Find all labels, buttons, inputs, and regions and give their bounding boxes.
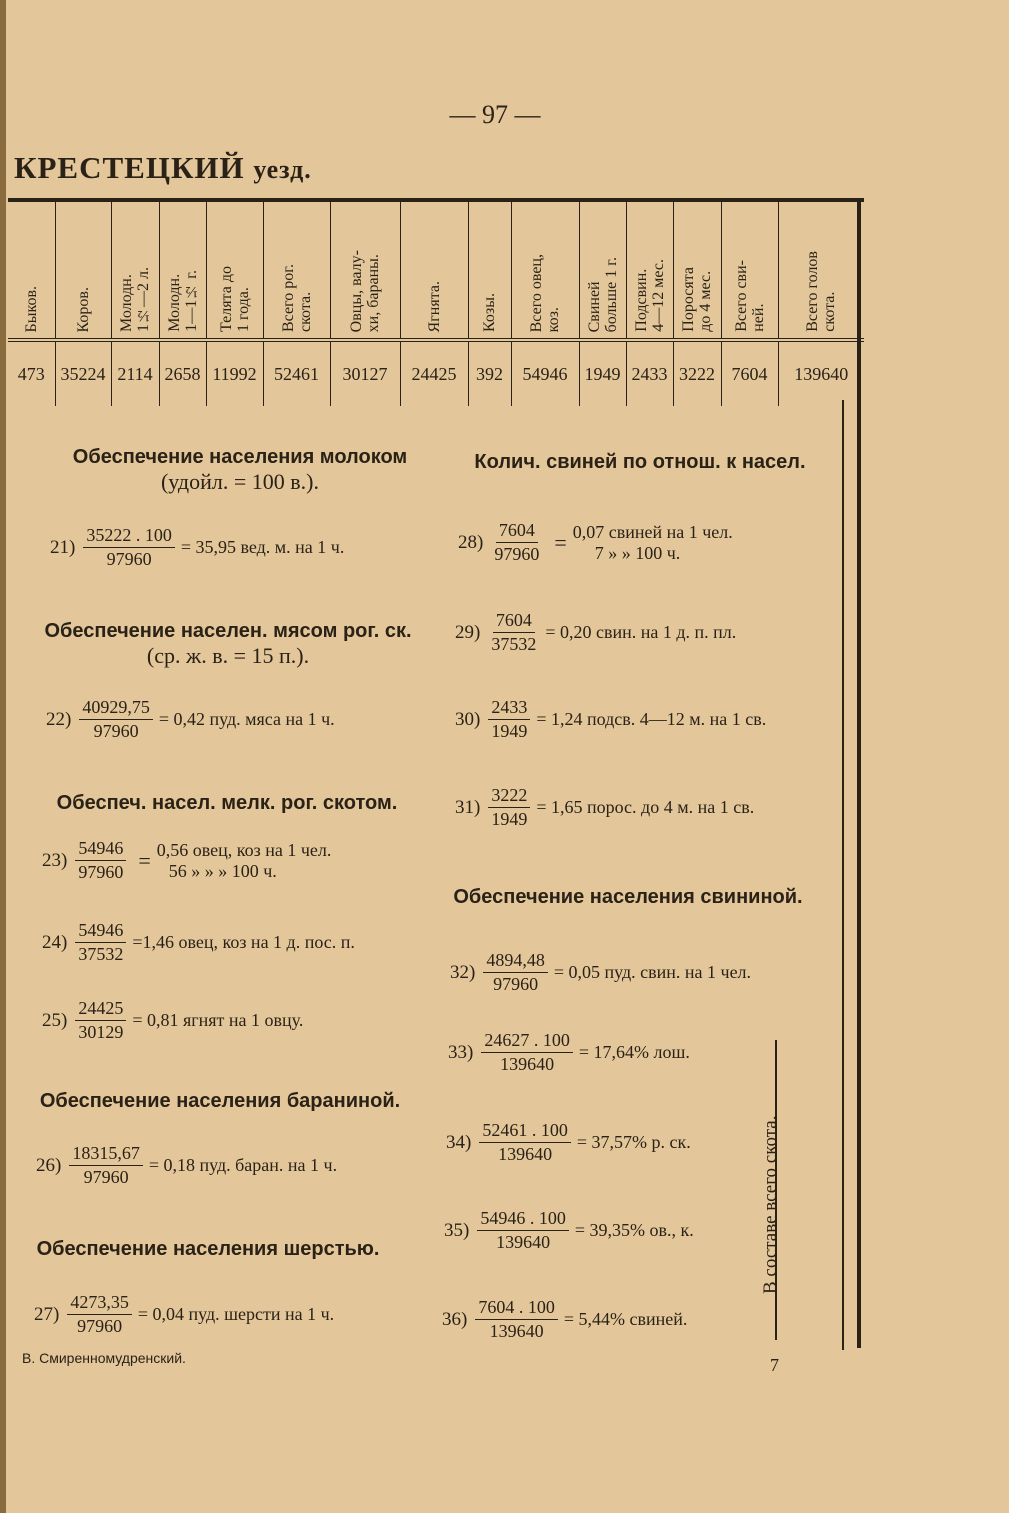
column-header: Всего голов скота.: [778, 200, 864, 340]
table-cell: 2658: [159, 340, 206, 406]
formula-32: 32) $\frac{4894,48}{97960}$ = 0,05 пуд. свин. на 1 чел.: [450, 950, 752, 994]
page-number: — 97 —: [449, 100, 541, 129]
table-cell: 3222: [673, 340, 721, 406]
district-name: КРЕСТЕЦКИЙ: [14, 150, 245, 185]
sheet-mark: 7: [770, 1355, 779, 1375]
section-heading: Обеспеч. насел. мелк. рог. скотом.: [56, 792, 398, 814]
formula-34: 34) $\frac{52461 . 100}{139640}$ = 37,57% р. ск.: [446, 1120, 691, 1164]
section-heading: Обеспечение населен. мясом рог. ск. (ср. ж. в. = 15 п.).: [44, 620, 412, 668]
formula-35: 35) $\frac{54946 . 100}{139640}$ = 39,35% ов., к.: [444, 1208, 694, 1252]
table-cell: 2433: [626, 340, 673, 406]
table-cell: 473: [17, 363, 45, 384]
column-header: Телята до 1 года.: [206, 200, 263, 340]
column-header: Овцы, валу- хи, бараны.: [330, 200, 400, 340]
section-heading: Колич. свиней по отнош. к насел.: [474, 451, 806, 473]
column-header: Ягнята.: [400, 200, 468, 340]
table-cell: 392: [468, 340, 511, 406]
frame-border-inner: [842, 400, 844, 1350]
brace-label: В составе всего скота.: [760, 1115, 781, 1295]
frame-border: [857, 198, 861, 1348]
section-heading: Обеспечение населения бараниной.: [39, 1090, 401, 1112]
column-header: Козы.: [468, 200, 511, 340]
column-header: Свиней больше 1 г.: [579, 200, 626, 340]
table-cell: 35224: [55, 340, 111, 406]
formula-24: 24) $\frac{54946}{37532}$ =1,46 овец, коз на 1 д. пос. п.: [42, 920, 355, 964]
table-row: [8, 340, 864, 406]
table-cell: 52461: [263, 340, 330, 406]
column-header: Подсвин. 4—12 мес.: [626, 200, 673, 340]
table-cell: 2114: [111, 340, 159, 406]
livestock-table: [8, 198, 864, 406]
formula-22: 22) $\frac{40929,75}{97960}$ = 0,42 пуд. мяса на 1 ч.: [46, 697, 335, 741]
table-cell: 30127: [330, 340, 400, 406]
column-header: Всего овец, коз.: [511, 200, 579, 340]
table-cell: 139640: [778, 340, 864, 406]
column-header: Молодн. 1—1½ г.: [159, 200, 206, 340]
author-credit: В. Смиренномудренский.: [22, 1350, 186, 1366]
table-cell: 1949: [579, 340, 626, 406]
formula-26: 26) $\frac{18315,67}{97960}$ = 0,18 пуд. баран. на 1 ч.: [36, 1143, 338, 1187]
formula-30: 30) $\frac{2433}{1949}$ = 1,24 подсв. 4—12 м. на 1 св.: [455, 697, 767, 741]
table-header-row: [8, 200, 864, 340]
formula-36: 36) $\frac{7604 . 100}{139640}$ = 5,44% свиней.: [442, 1297, 688, 1341]
column-header: Всего рог. скота.: [263, 200, 330, 340]
column-header: Быков.: [22, 285, 40, 332]
formula-25: 25) $\frac{24425}{30129}$ = 0,81 ягнят на 1 овцу.: [42, 998, 304, 1042]
page-edge: [0, 0, 6, 1513]
table-cell: 7604: [721, 340, 778, 406]
section-heading: Обеспечение населения молоком (удойл. = 100 в.).: [72, 446, 408, 494]
column-header: Поросята до 4 мес.: [673, 200, 721, 340]
page-title: [14, 150, 312, 186]
section-heading: Обеспечение населения свининой.: [453, 886, 803, 908]
formula-33: 33) $\frac{24627 . 100}{139640}$ = 17,64% лош.: [448, 1030, 690, 1074]
formula-31: 31) $\frac{3222}{1949}$ = 1,65 порос. до 4 м. на 1 св.: [455, 785, 755, 829]
table-cell: 11992: [206, 340, 263, 406]
formula-27: 27) $\frac{4273,35}{97960}$ = 0,04 пуд. шерсти на 1 ч.: [34, 1292, 335, 1336]
column-header: Всего сви- ней.: [721, 200, 778, 340]
formula-21: 21) $\frac{35222 . 100}{97960}$ = 35,95 вед. м. на 1 ч.: [50, 525, 345, 569]
section-heading: Обеспечение населения шерстью.: [36, 1238, 380, 1260]
table-cell: 54946: [511, 340, 579, 406]
table-cell: 24425: [400, 340, 468, 406]
formula-29: 29) $\frac{7604}{37532}$ = 0,20 свин. на 1 д. п. пл.: [455, 610, 737, 654]
formula-23: 23) $\frac{54946}{97960}$ = 0,56 овец, коз на 1 чел. 56 » » » 100 ч.: [42, 838, 332, 882]
column-header: Коров.: [55, 200, 111, 340]
column-header: Молодн. 1½—2 л.: [111, 200, 159, 340]
district-suffix: уезд.: [253, 155, 312, 184]
formula-28: 28) $\frac{7604}{97960}$ = 0,07 свиней на 1 чел. 7 » » 100 ч.: [458, 520, 733, 564]
